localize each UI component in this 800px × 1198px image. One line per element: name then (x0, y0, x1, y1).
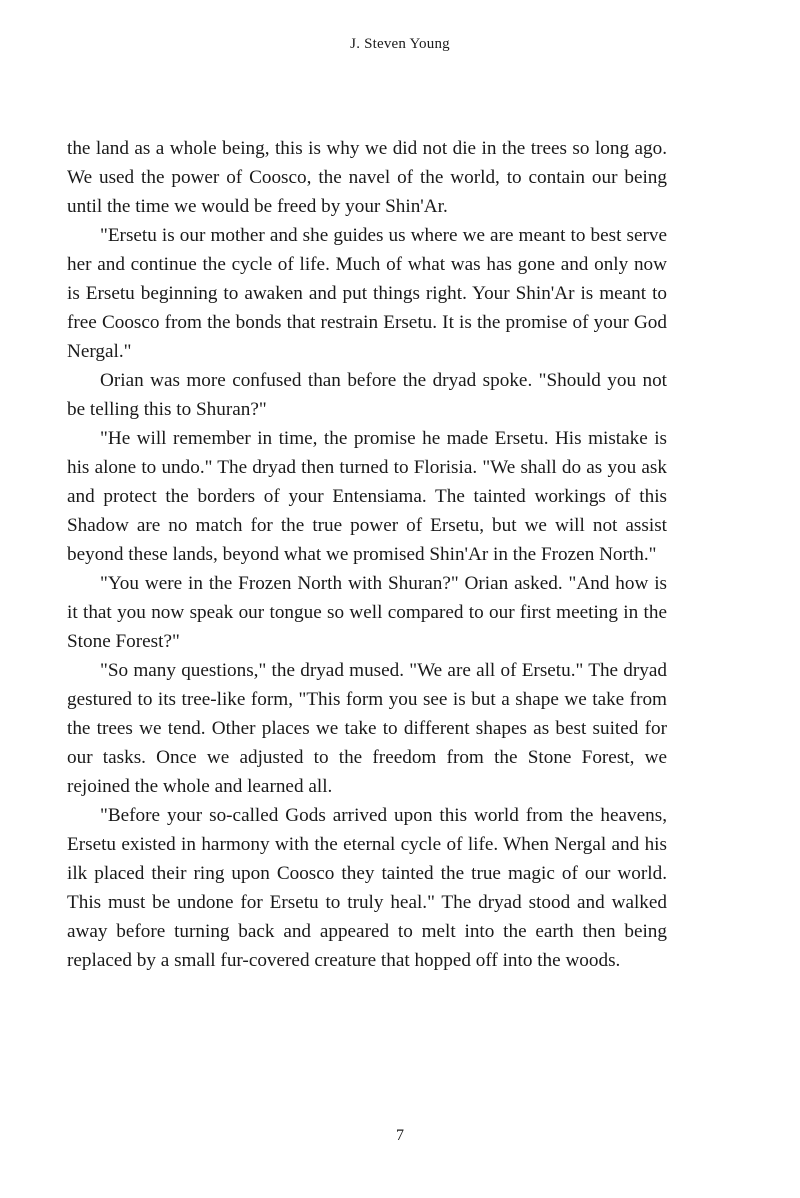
body-text (67, 134, 667, 975)
paragraph: "Ersetu is our mother and she guides us where we are meant to best serve her and continue the cycle of life. Much of what was has gone and only now is Ersetu beginning to awaken and put things right. Your Shin'Ar is meant to free Coosco from the bonds that restrain Ersetu. It is the promise of your God Nergal." (67, 225, 667, 362)
paragraph: Orian was more confused than before the dryad spoke. "Should you not be telling this to Shuran?" (67, 370, 667, 420)
paragraph: "You were in the Frozen North with Shuran?" Orian asked. "And how is it that you now speak our tongue so well compared to our first meeting in the Stone Forest?" (67, 573, 667, 652)
paragraph: "He will remember in time, the promise he made Ersetu. His mistake is his alone to undo." The dryad then turned to Florisia. "We shall do as you ask and protect the borders of your Entensiama. The tainted workings of this Shadow are no match for the true power of Ersetu, but we will not assist beyond these lands, beyond what we promised Shin'Ar in the Frozen North." (67, 428, 667, 565)
paragraph: "So many questions," the dryad mused. "We are all of Ersetu." The dryad gestured to its tree-like form, "This form you see is but a shape we take from the trees we tend. Other places we take to different shapes as best suited for our tasks. Once we adjusted to the freedom from the Stone Forest, we rejoined the whole and learned all. (67, 660, 667, 797)
paragraph: the land as a whole being, this is why we did not die in the trees so long ago. We used the power of Coosco, the navel of the world, to contain our being until the time we would be freed by your Shin'Ar. (67, 138, 667, 217)
paragraph: "Before your so-called Gods arrived upon this world from the heavens, Ersetu existed in harmony with the eternal cycle of life. When Nergal and his ilk placed their ring upon Coosco they tainted the true magic of our world. This must be undone for Ersetu to truly heal." The dryad stood and walked away before turning back and appeared to melt into the earth then being replaced by a small fur-covered creature that hopped off into the woods. (67, 805, 667, 971)
page-number: 7 (396, 1127, 404, 1144)
running-head: J. Steven Young (350, 36, 450, 52)
